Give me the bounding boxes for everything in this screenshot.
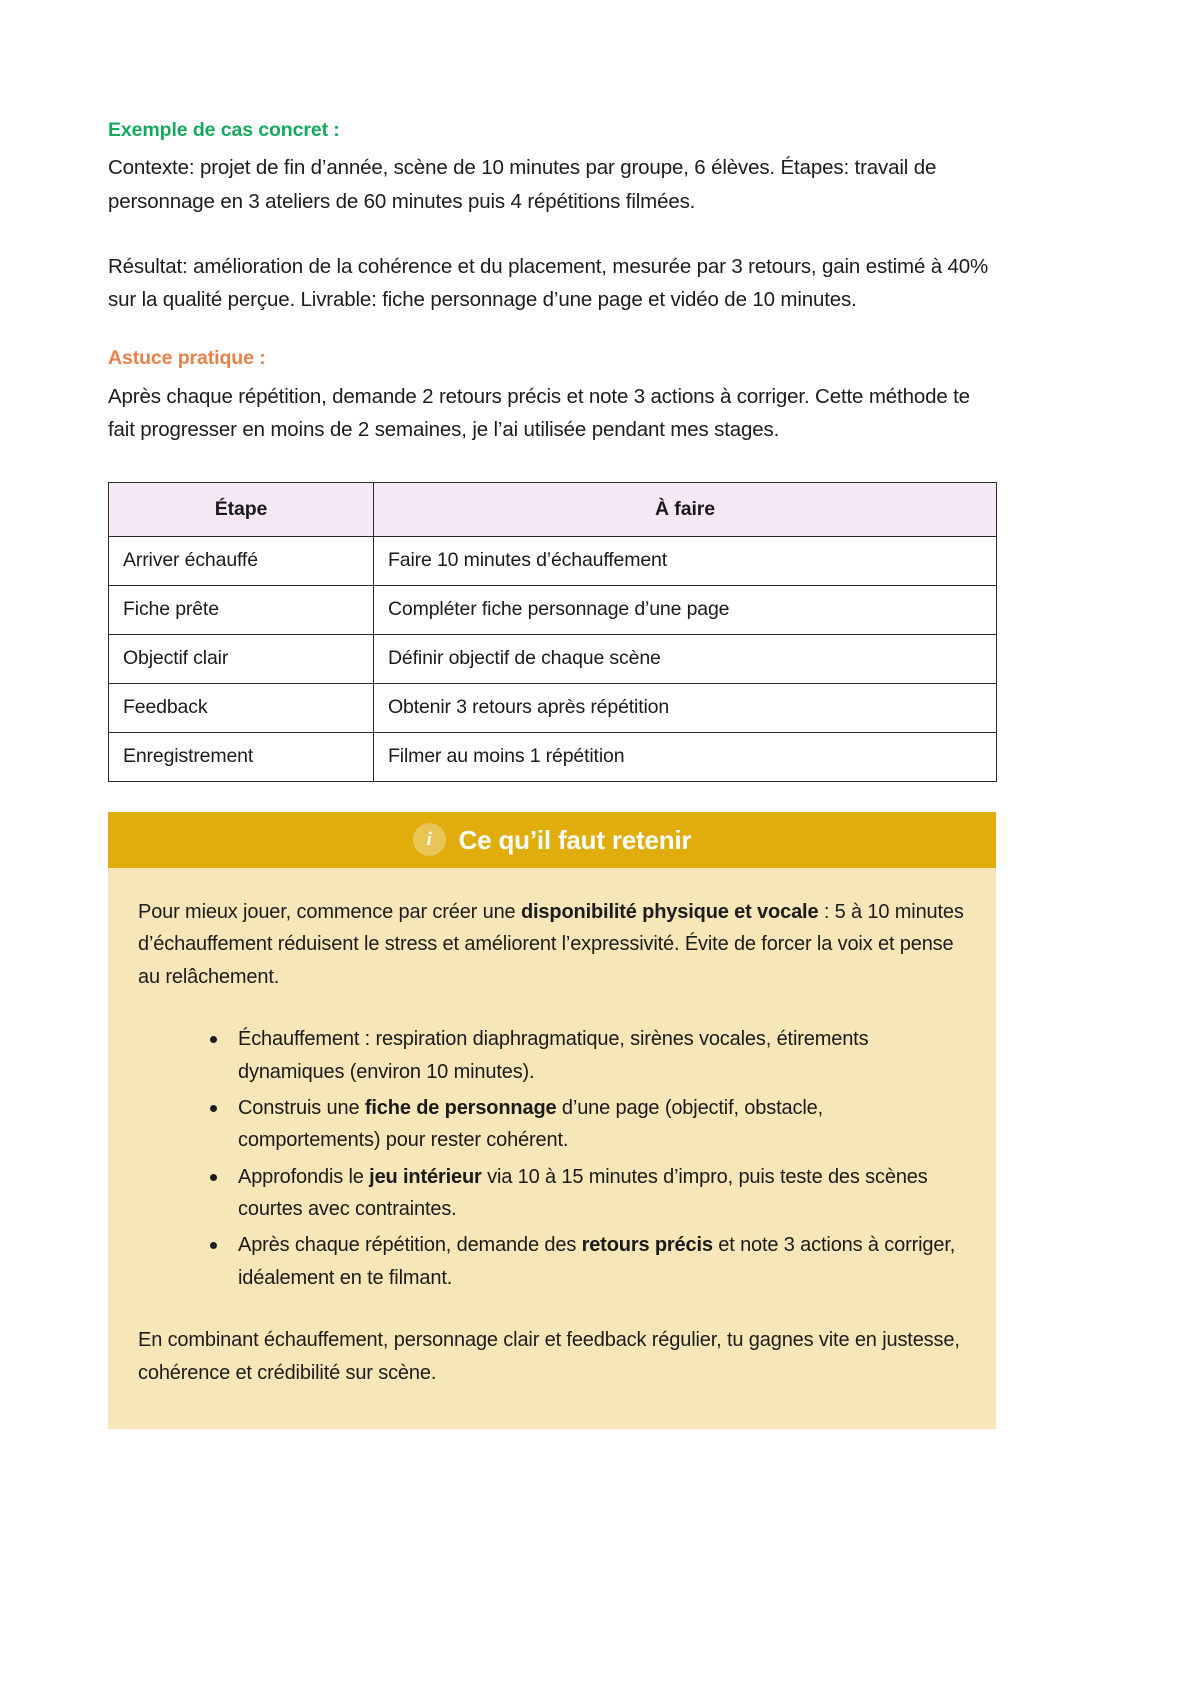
tip-paragraph: Après chaque répétition, demande 2 retours précis et note 3 actions à corriger. Cette méthode te fait progresser en moins de 2 semaines, je l’ai utilisée pendant mes stages. (108, 384, 970, 441)
table-cell-step: Fiche prête (109, 585, 374, 634)
table-cell-step: Enregistrement (109, 732, 374, 781)
table-body (109, 536, 997, 781)
table-cell-action: Définir objectif de chaque scène (374, 634, 997, 683)
document-content (108, 118, 996, 1429)
intro-text-after: : 5 à 10 minutes d’échauffement réduisent le stress et améliorent l’expressivité. Évite de forcer la voix et pense au relâchement. (138, 900, 964, 988)
list-item (196, 1092, 966, 1157)
item-text-after: d’une page (objectif, obstacle, comportements) pour rester cohérent. (238, 1096, 824, 1152)
item-text-after: et note 3 actions à corriger, idéalement en te filmant. (238, 1234, 956, 1289)
callout-title: Ce qu’il faut retenir (458, 824, 692, 855)
intro-text-bold: disponibilité physique et vocale (520, 900, 819, 923)
table-row (109, 634, 997, 683)
steps-table-wrapper (108, 482, 996, 782)
item-text-before: Approfondis le (238, 1165, 370, 1188)
table-header-cell: À faire (374, 482, 997, 536)
example-paragraph-1: Contexte: projet de fin d’année, scène de 10 minutes par groupe, 6 élèves. Étapes: travail de personnage en 3 ateliers de 60 minutes puis 4 répétitions filmées. (108, 156, 937, 213)
example-heading: Exemple de cas concret : (108, 119, 340, 141)
callout-body (108, 868, 996, 1429)
list-item (196, 1023, 966, 1088)
spacer (108, 316, 996, 346)
table-header-cell: Étape (109, 482, 374, 536)
key-takeaways-callout (108, 812, 996, 1429)
table-cell-step: Feedback (109, 683, 374, 732)
item-text-before: Échauffement : respiration diaphragmatique, sirènes vocales, étirements dynamiques (environ 10 minutes). (238, 1028, 869, 1083)
callout-intro-paragraph (138, 896, 966, 993)
list-item (196, 1161, 966, 1226)
example-paragraph-2: Résultat: amélioration de la cohérence et du placement, mesurée par 3 retours, gain estimé à 40% sur la qualité perçue. Livrable: fiche personnage d’une page et vidéo de 10 minutes. (108, 254, 989, 311)
intro-text-before: Pour mieux jouer, commence par créer une (138, 900, 521, 923)
table-row (109, 536, 997, 585)
table-cell-action: Faire 10 minutes d’échauffement (374, 536, 997, 585)
item-text-bold: retours précis (581, 1234, 713, 1257)
item-text-before: Construis une (238, 1096, 365, 1119)
table-row (109, 585, 997, 634)
table-header-row (109, 482, 997, 536)
item-text-bold: fiche de personnage (364, 1096, 557, 1119)
table-row (109, 732, 997, 781)
table-cell-action: Compléter fiche personnage d’une page (374, 585, 997, 634)
info-icon: i (413, 823, 446, 856)
table-cell-action: Obtenir 3 retours après répétition (374, 683, 997, 732)
table-cell-step: Arriver échauffé (109, 536, 374, 585)
table-cell-action: Filmer au moins 1 répétition (374, 732, 997, 781)
table-row (109, 683, 997, 732)
item-text-bold: jeu intérieur (369, 1165, 482, 1188)
tip-heading: Astuce pratique : (108, 347, 266, 370)
list-item (196, 1229, 966, 1294)
item-text-before: Après chaque répétition, demande des (238, 1234, 582, 1257)
table-cell-step: Objectif clair (109, 634, 374, 683)
item-text-after: via 10 à 15 minutes d’impro, puis teste des scènes courtes avec contraintes. (238, 1165, 928, 1221)
steps-table (108, 482, 997, 782)
spacer (108, 218, 996, 250)
callout-bullet-list (138, 1023, 966, 1294)
callout-outro-paragraph: En combinant échauffement, personnage clair et feedback régulier, tu gagnes vite en justesse, cohérence et crédibilité sur scène. (138, 1329, 960, 1384)
callout-header (108, 812, 996, 868)
